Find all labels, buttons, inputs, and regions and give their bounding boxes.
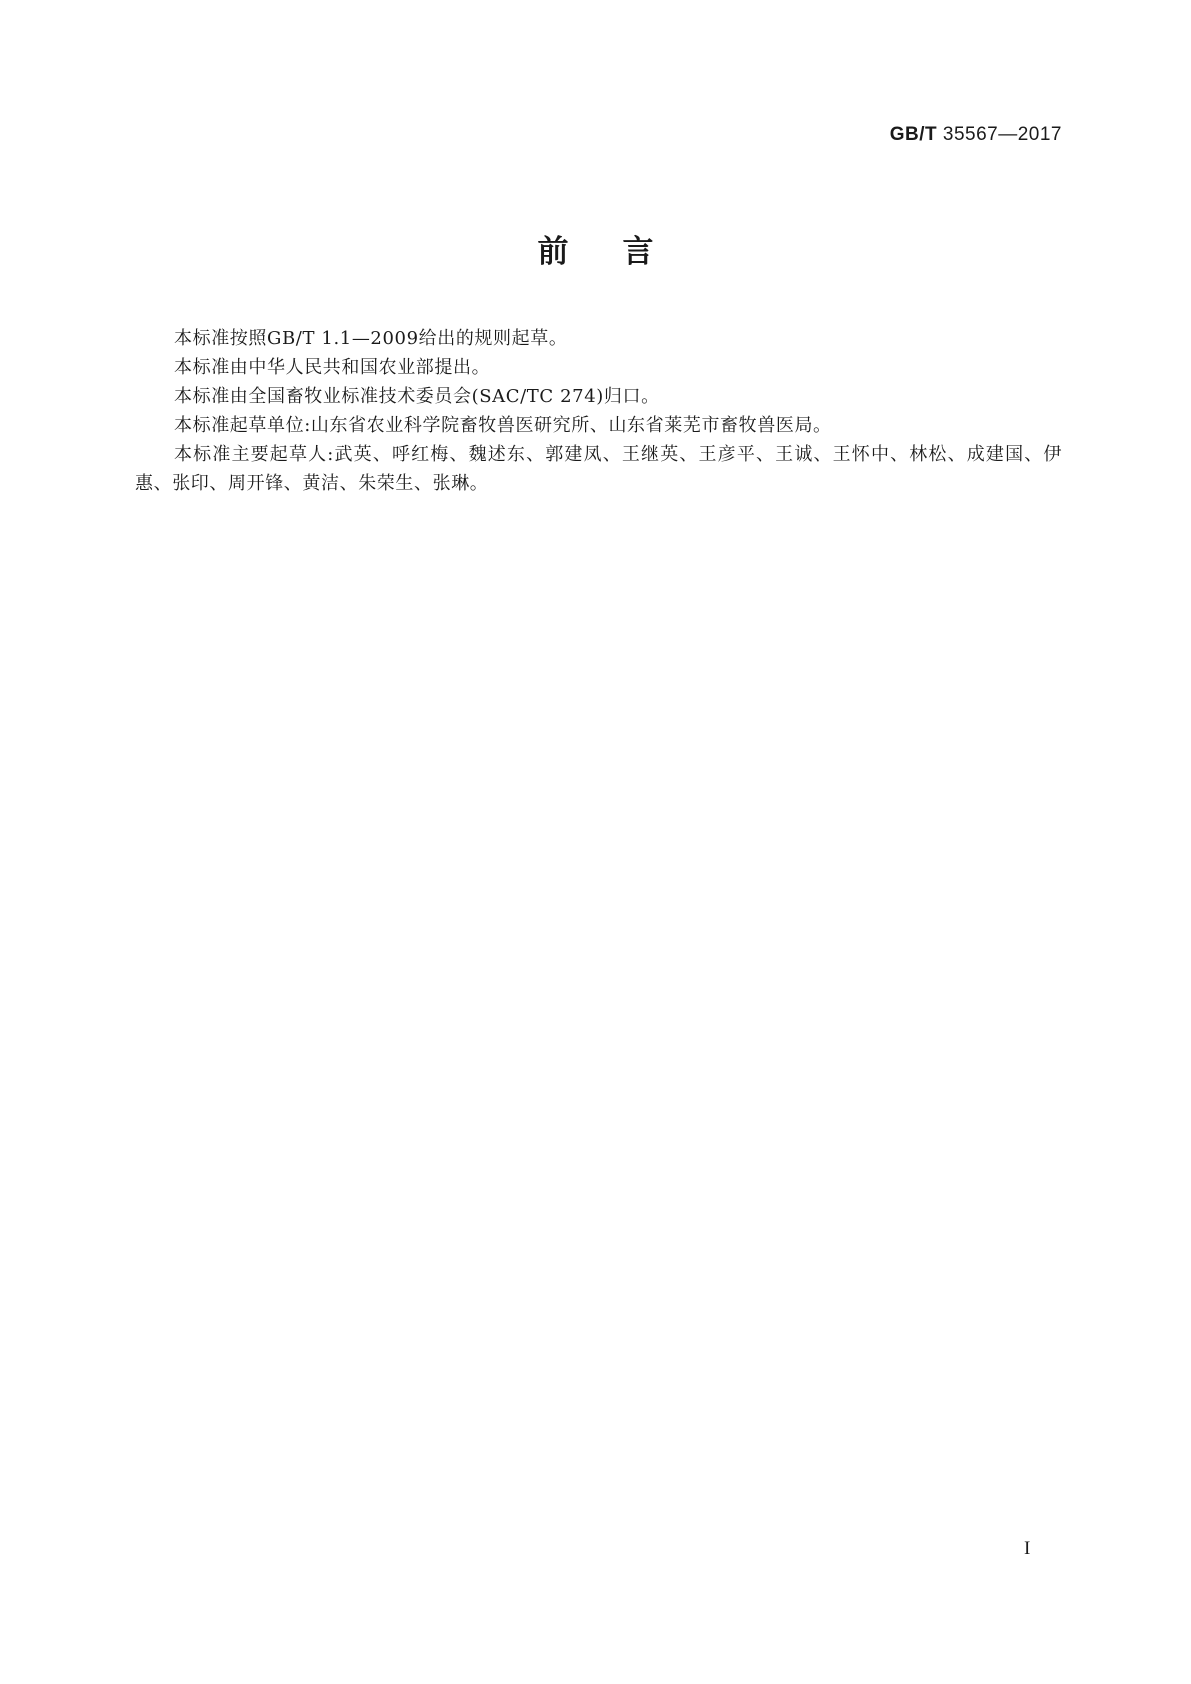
foreword-body — [135, 324, 1062, 498]
paragraph-proposer: 本标准由中华人民共和国农业部提出。 — [174, 357, 491, 378]
paragraph-committee: 本标准由全国畜牧业标准技术委员会(SAC/TC 274)归口。 — [174, 386, 660, 407]
standard-number: 35567—2017 — [942, 124, 1062, 145]
paragraph-drafters: 本标准主要起草人:武英、呼红梅、魏述东、郭建凤、王继英、王彦平、王诚、王怀中、林松、成建国、伊惠、张印、周开锋、黄洁、朱荣生、张琳。 — [135, 444, 1062, 494]
paragraph-drafting-rules: 本标准按照GB/T 1.1—2009给出的规则起草。 — [174, 328, 568, 349]
standard-code — [890, 124, 1062, 146]
page-number: I — [1024, 1538, 1031, 1559]
paragraph-drafting-units: 本标准起草单位:山东省农业科学院畜牧兽医研究所、山东省莱芜市畜牧兽医局。 — [174, 415, 832, 436]
page-title: 前言 — [537, 234, 708, 270]
standard-prefix: GB/T — [889, 124, 938, 145]
